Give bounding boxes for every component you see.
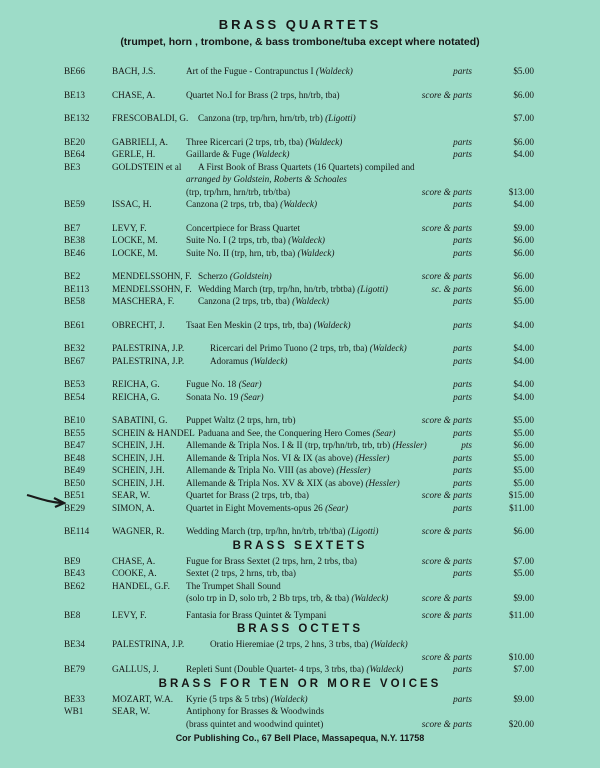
catalog-title bbox=[198, 283, 388, 296]
catalog-title-text: arranged by Goldstein, Roberts & Schoales bbox=[186, 174, 347, 184]
catalog-price: $4.00 bbox=[513, 379, 534, 389]
catalog-composer: LOCKE, M. bbox=[112, 247, 158, 258]
catalog-title bbox=[198, 161, 415, 174]
catalog-title bbox=[186, 65, 353, 78]
catalog-format: pts bbox=[461, 440, 472, 450]
catalog-price: $6.00 bbox=[513, 235, 534, 245]
catalog-price: $4.00 bbox=[513, 391, 534, 402]
catalog-editor: (Waldeck) bbox=[280, 199, 318, 209]
catalog-title bbox=[186, 89, 340, 102]
catalog-row bbox=[64, 705, 534, 718]
catalog-editor: (Waldeck) bbox=[351, 593, 389, 603]
catalog-price: $5.00 bbox=[513, 452, 534, 463]
catalog-editor: (Hessler) bbox=[336, 465, 371, 475]
catalog-composer: COOKE, A. bbox=[112, 568, 157, 578]
catalog-code: BE2 bbox=[64, 271, 81, 281]
catalog-price: $20.00 bbox=[508, 718, 534, 729]
catalog-editor: (Waldeck) bbox=[366, 664, 404, 674]
catalog-editor: (Sear) bbox=[325, 502, 349, 513]
catalog-editor: (Waldeck) bbox=[288, 235, 325, 245]
catalog-row bbox=[64, 427, 534, 440]
catalog-format: parts bbox=[453, 247, 472, 258]
catalog-price: $7.00 bbox=[513, 113, 534, 123]
catalog-row bbox=[64, 89, 534, 102]
catalog-row bbox=[64, 525, 534, 538]
catalog-price: $5.00 bbox=[513, 568, 534, 578]
catalog-row bbox=[64, 186, 534, 199]
catalog-composer: SCHEIN, J.H. bbox=[112, 452, 165, 463]
catalog-title-text: Suite No. II (trp, hrn, trb, tba) bbox=[186, 247, 296, 258]
catalog-code: BE79 bbox=[64, 664, 85, 674]
catalog-code: BE33 bbox=[64, 693, 85, 704]
catalog-title-text: Wedding March (trp, trp/hn, hn/trb, trb/tba) bbox=[186, 526, 346, 536]
catalog-row bbox=[64, 161, 534, 174]
catalog-title-text: Gaillarde & Fuge bbox=[186, 149, 251, 159]
catalog-title-text: Ricercari del Primo Tuono (2 trps, trb, tba) bbox=[210, 343, 368, 353]
catalog-row bbox=[64, 148, 534, 161]
catalog-code: BE59 bbox=[64, 199, 85, 209]
catalog-title-text: Canzona (trp, trp/hrn, hrn/trb, trb) bbox=[198, 113, 323, 123]
catalog-code: BE9 bbox=[64, 555, 81, 566]
catalog-code: BE29 bbox=[64, 502, 85, 513]
catalog-row bbox=[64, 477, 534, 490]
catalog-row bbox=[64, 355, 534, 368]
catalog-code: BE47 bbox=[64, 440, 85, 450]
catalog-code: BE3 bbox=[64, 161, 81, 172]
catalog-code: BE62 bbox=[64, 580, 85, 591]
catalog-format: parts bbox=[453, 427, 472, 438]
catalog-price: $7.00 bbox=[513, 664, 534, 674]
catalog-row bbox=[64, 378, 534, 391]
catalog-price: $6.00 bbox=[513, 526, 534, 536]
catalog-price: $7.00 bbox=[513, 555, 534, 566]
catalog-price: $9.00 bbox=[513, 222, 534, 233]
catalog-editor: (Ligotti) bbox=[347, 526, 379, 536]
catalog-title bbox=[186, 319, 351, 332]
catalog-price: $6.00 bbox=[513, 440, 534, 450]
catalog-list bbox=[64, 65, 534, 730]
catalog-title bbox=[210, 355, 287, 368]
catalog-price: $4.00 bbox=[513, 343, 534, 353]
catalog-row bbox=[64, 283, 534, 296]
catalog-format: score & parts bbox=[421, 609, 472, 620]
catalog-editor: (Waldeck) bbox=[313, 319, 351, 330]
catalog-title-text: Fugue for Brass Sextet (2 trps, hrn, 2 trbs, tba) bbox=[186, 555, 357, 566]
catalog-price: $5.00 bbox=[513, 66, 534, 76]
section-heading: BRASS OCTETS bbox=[236, 623, 364, 635]
catalog-title bbox=[198, 112, 356, 125]
catalog-title-text: Sonata No. 19 bbox=[186, 391, 239, 402]
catalog-code: BE32 bbox=[64, 343, 85, 353]
catalog-editor: (Hessler) bbox=[392, 440, 427, 450]
catalog-title bbox=[186, 247, 334, 260]
catalog-row bbox=[64, 65, 534, 78]
catalog-composer: FRESCOBALDI, G. bbox=[112, 113, 189, 123]
catalog-code: BE55 bbox=[64, 427, 85, 438]
catalog-row bbox=[64, 295, 534, 308]
catalog-row bbox=[64, 173, 534, 186]
catalog-composer: REICHA, G. bbox=[112, 391, 160, 402]
catalog-price: $5.00 bbox=[513, 415, 534, 425]
catalog-title bbox=[186, 592, 388, 605]
catalog-code: BE10 bbox=[64, 415, 85, 425]
catalog-title-text: Suite No. I (2 trps, trb, tba) bbox=[186, 235, 286, 245]
catalog-row bbox=[64, 452, 534, 465]
catalog-title-text: Allemande & Tripla Nos. XV & XIX (as above) bbox=[186, 477, 364, 488]
catalog-title bbox=[186, 555, 357, 568]
catalog-row bbox=[64, 489, 534, 502]
catalog-title-text: Quartet in Eight Movements-opus 26 bbox=[186, 502, 323, 513]
catalog-title bbox=[186, 705, 324, 718]
catalog-format: parts bbox=[453, 235, 472, 245]
catalog-row bbox=[64, 651, 534, 664]
catalog-code: BE13 bbox=[64, 89, 85, 100]
catalog-composer: OBRECHT, J. bbox=[112, 319, 165, 330]
catalog-title-text: Fugue No. 18 bbox=[186, 379, 237, 389]
catalog-price: $6.00 bbox=[513, 136, 534, 147]
catalog-composer: SABATINI, G. bbox=[112, 415, 168, 425]
catalog-price: $11.00 bbox=[509, 502, 534, 513]
catalog-title bbox=[198, 295, 329, 308]
catalog-format: sc. & parts bbox=[431, 283, 472, 294]
catalog-row bbox=[64, 439, 534, 452]
catalog-code: BE53 bbox=[64, 379, 85, 389]
catalog-code: BE132 bbox=[64, 113, 90, 123]
catalog-code: BE58 bbox=[64, 296, 85, 306]
catalog-code: BE113 bbox=[64, 283, 90, 294]
catalog-composer: SCHEIN, J.H. bbox=[112, 477, 165, 488]
catalog-title bbox=[186, 489, 309, 502]
catalog-format: parts bbox=[453, 693, 472, 704]
catalog-format: parts bbox=[453, 477, 472, 488]
catalog-editor: (Sear) bbox=[240, 391, 264, 402]
catalog-code: BE61 bbox=[64, 319, 85, 330]
catalog-price: $9.00 bbox=[513, 593, 534, 603]
catalog-title bbox=[186, 452, 389, 465]
catalog-format: score & parts bbox=[421, 89, 472, 100]
catalog-editor: (Waldeck) bbox=[252, 149, 290, 159]
catalog-composer: CHASE, A. bbox=[112, 555, 156, 566]
catalog-format: parts bbox=[453, 391, 472, 402]
catalog-format: score & parts bbox=[421, 555, 472, 566]
catalog-title-text: The Trumpet Shall Sound bbox=[186, 580, 281, 591]
catalog-format: parts bbox=[453, 66, 472, 76]
catalog-row bbox=[64, 222, 534, 235]
catalog-title bbox=[198, 270, 272, 283]
catalog-composer: SEAR, W. bbox=[112, 490, 151, 500]
catalog-row bbox=[64, 198, 534, 211]
catalog-composer: WAGNER, R. bbox=[112, 526, 165, 536]
catalog-code: BE64 bbox=[64, 149, 85, 159]
catalog-editor: (Sear) bbox=[372, 427, 396, 438]
catalog-editor: (Waldeck) bbox=[297, 247, 335, 258]
catalog-composer: GABRIELI, A. bbox=[112, 136, 168, 147]
catalog-title bbox=[186, 378, 262, 391]
catalog-title-text: Puppet Waltz (2 trps, hrn, trb) bbox=[186, 415, 296, 425]
catalog-composer: LEVY, F. bbox=[112, 222, 147, 233]
catalog-composer: BACH, J.S. bbox=[112, 66, 156, 76]
catalog-title-text: Sextet (2 trps, 2 hrns, trb, tba) bbox=[186, 568, 296, 578]
catalog-composer: MENDELSSOHN, F. bbox=[112, 271, 192, 281]
catalog-composer: MOZART, W.A. bbox=[112, 693, 174, 704]
catalog-code: BE43 bbox=[64, 568, 85, 578]
publisher-footer: Cor Publishing Co., 67 Bell Place, Massapequa, N.Y. 11758 bbox=[175, 733, 425, 743]
catalog-price: $6.00 bbox=[513, 271, 534, 281]
catalog-price: $6.00 bbox=[513, 283, 534, 294]
catalog-editor: (Waldeck) bbox=[292, 296, 330, 306]
catalog-title-text: Concertpiece for Brass Quartet bbox=[186, 222, 301, 233]
catalog-code: BE54 bbox=[64, 391, 85, 402]
catalog-row bbox=[64, 693, 534, 706]
catalog-title-text: Art of the Fugue - Contrapunctus I bbox=[186, 66, 314, 76]
catalog-title bbox=[186, 477, 400, 490]
catalog-format: parts bbox=[453, 465, 472, 475]
catalog-price: $11.00 bbox=[509, 609, 534, 620]
catalog-title bbox=[186, 198, 317, 211]
catalog-editor: (Ligotti) bbox=[357, 283, 388, 294]
catalog-title-text: Repleti Sunt (Double Quartet- 4 trps, 3 trbs, tba) bbox=[186, 664, 365, 674]
catalog-price: $5.00 bbox=[513, 296, 534, 306]
catalog-title-text: Canzona (2 trps, trb, tba) bbox=[198, 296, 290, 306]
catalog-title bbox=[198, 427, 396, 440]
catalog-title bbox=[186, 391, 264, 404]
catalog-title bbox=[186, 663, 403, 676]
catalog-editor: (Goldstein) bbox=[229, 271, 272, 281]
catalog-title-text: Three Ricercari (2 trps, trb, tba) bbox=[186, 136, 304, 147]
catalog-title bbox=[186, 173, 347, 186]
page-title: BRASS QUARTETS bbox=[218, 17, 382, 32]
catalog-format: parts bbox=[453, 319, 472, 330]
catalog-code: BE38 bbox=[64, 235, 85, 245]
catalog-format: parts bbox=[453, 502, 472, 513]
catalog-title-text: (solo trp in D, solo trb, 2 Bb trps, trb, & tba) bbox=[186, 593, 350, 603]
catalog-row bbox=[64, 234, 534, 247]
catalog-row bbox=[64, 663, 534, 676]
catalog-row bbox=[64, 567, 534, 580]
catalog-title bbox=[186, 567, 296, 580]
catalog-title-text: Canzona (2 trps, trb, tba) bbox=[186, 199, 278, 209]
catalog-price: $9.00 bbox=[513, 693, 534, 704]
catalog-title bbox=[186, 186, 290, 199]
catalog-composer: MENDELSSOHN, F. bbox=[112, 283, 192, 294]
catalog-title-text: Allemande & Tripla No. VIII (as above) bbox=[186, 465, 335, 475]
catalog-format: parts bbox=[453, 452, 472, 463]
catalog-row bbox=[64, 638, 534, 651]
section-heading: BRASS FOR TEN OR MORE VOICES bbox=[158, 677, 442, 690]
catalog-code: BE34 bbox=[64, 639, 85, 649]
catalog-title-text: (trp, trp/hrn, hrn/trb, trb/tba) bbox=[186, 186, 291, 197]
catalog-format: parts bbox=[453, 199, 472, 209]
catalog-row bbox=[64, 555, 534, 568]
catalog-title bbox=[186, 693, 308, 706]
catalog-editor: (Waldeck) bbox=[370, 639, 408, 649]
catalog-composer: LEVY, F. bbox=[112, 609, 147, 620]
catalog-title bbox=[186, 580, 281, 593]
catalog-code: BE51 bbox=[64, 490, 85, 500]
catalog-format: parts bbox=[453, 379, 472, 389]
catalog-title-text: Quartet No.I for Brass (2 trps, hn/trb, tba) bbox=[186, 89, 340, 100]
catalog-format: parts bbox=[453, 343, 472, 353]
catalog-price: $15.00 bbox=[508, 490, 534, 500]
catalog-row bbox=[64, 136, 534, 149]
catalog-title bbox=[186, 464, 371, 477]
catalog-code: WB1 bbox=[64, 706, 84, 716]
catalog-code: BE8 bbox=[64, 609, 81, 620]
catalog-composer: HANDEL, G.F. bbox=[112, 580, 170, 591]
catalog-title-text: Adoramus bbox=[210, 355, 249, 366]
catalog-editor: (Hessler) bbox=[355, 452, 390, 463]
catalog-composer: GALLUS, J. bbox=[112, 664, 159, 674]
catalog-format: score & parts bbox=[421, 718, 472, 729]
catalog-code: BE50 bbox=[64, 477, 85, 488]
catalog-composer: LOCKE, M. bbox=[112, 235, 158, 245]
catalog-editor: (Hessler) bbox=[365, 477, 400, 488]
catalog-row bbox=[64, 112, 534, 125]
catalog-composer: PALESTRINA, J.P. bbox=[112, 639, 185, 649]
catalog-title bbox=[210, 342, 407, 355]
catalog-row bbox=[64, 464, 534, 477]
catalog-format: score & parts bbox=[421, 271, 472, 281]
catalog-row bbox=[64, 342, 534, 355]
catalog-format: parts bbox=[453, 568, 472, 578]
section-heading: BRASS SEXTETS bbox=[232, 539, 368, 552]
catalog-code: BE114 bbox=[64, 526, 90, 536]
catalog-title-text: Allemande & Tripla Nos. I & II (trp, trp/hn/trb, trb, trb) bbox=[186, 440, 391, 450]
catalog-title-text: (brass quintet and woodwind quintet) bbox=[186, 718, 324, 729]
catalog-composer: PALESTRINA, J.P. bbox=[112, 355, 185, 366]
catalog-price: $4.00 bbox=[513, 319, 534, 330]
catalog-format: parts bbox=[453, 149, 472, 159]
catalog-price: $13.00 bbox=[508, 186, 534, 197]
catalog-composer: GERLE, H. bbox=[112, 149, 156, 159]
catalog-price: $5.00 bbox=[513, 477, 534, 488]
catalog-format: score & parts bbox=[421, 222, 472, 233]
catalog-title bbox=[186, 718, 323, 731]
catalog-title-text: A First Book of Brass Quartets (16 Quartets) compiled and bbox=[198, 161, 415, 172]
catalog-composer: MASCHERA, F. bbox=[112, 296, 175, 306]
catalog-composer: ISSAC, H. bbox=[112, 199, 152, 209]
catalog-title-text: Kyrie (5 trps & 5 trbs) bbox=[186, 693, 269, 704]
catalog-format: parts bbox=[453, 136, 472, 147]
catalog-code: BE7 bbox=[64, 222, 81, 233]
catalog-code: BE46 bbox=[64, 247, 85, 258]
catalog-title bbox=[186, 525, 378, 538]
catalog-composer: PALESTRINA, J.P. bbox=[112, 343, 185, 353]
catalog-price: $4.00 bbox=[513, 199, 534, 209]
catalog-title-text: Fantasia for Brass Quintet & Tympani bbox=[186, 609, 327, 620]
catalog-title bbox=[186, 439, 427, 452]
catalog-title-text: Tsaat Een Meskin (2 trps, trb, tba) bbox=[186, 319, 312, 330]
catalog-title-text: Allemande & Tripla Nos. VI & IX (as above) bbox=[186, 452, 353, 463]
catalog-title-text: Oratio Hieremiae (2 trps, 2 hns, 3 trbs, tba) bbox=[210, 639, 369, 649]
catalog-format: parts bbox=[453, 355, 472, 366]
catalog-title bbox=[186, 148, 290, 161]
catalog-title bbox=[186, 414, 296, 427]
catalog-title bbox=[186, 222, 300, 235]
catalog-composer: SIMON, A. bbox=[112, 502, 155, 513]
catalog-editor: (Sear) bbox=[238, 379, 262, 389]
catalog-title bbox=[186, 609, 326, 622]
catalog-row bbox=[64, 391, 534, 404]
catalog-title bbox=[186, 136, 342, 149]
catalog-code: BE49 bbox=[64, 465, 85, 475]
catalog-title bbox=[186, 234, 325, 247]
catalog-title-text: Scherzo bbox=[198, 271, 228, 281]
catalog-format: score & parts bbox=[421, 593, 472, 603]
catalog-format: score & parts bbox=[421, 526, 472, 536]
catalog-editor: (Waldeck) bbox=[369, 343, 407, 353]
catalog-composer: SCHEIN & HANDEL bbox=[112, 427, 195, 438]
catalog-format: score & parts bbox=[421, 651, 472, 662]
catalog-price: $6.00 bbox=[513, 89, 534, 100]
catalog-composer: REICHA, G. bbox=[112, 379, 160, 389]
catalog-format: parts bbox=[453, 296, 472, 306]
catalog-row bbox=[64, 247, 534, 260]
catalog-editor: (Ligotti) bbox=[325, 113, 356, 123]
catalog-price: $10.00 bbox=[508, 651, 534, 662]
page-subtitle: (trumpet, horn , trombone, & bass trombone/tuba except where notated) bbox=[120, 36, 480, 48]
catalog-title bbox=[186, 502, 348, 515]
catalog-composer: SCHEIN, J.H. bbox=[112, 465, 165, 475]
catalog-code: BE66 bbox=[64, 66, 85, 76]
catalog-title-text: Wedding March (trp, trp/hn, hn/trb, trbtba) bbox=[198, 283, 355, 294]
catalog-price: $5.00 bbox=[513, 427, 534, 438]
catalog-row bbox=[64, 592, 534, 605]
catalog-price: $6.00 bbox=[513, 247, 534, 258]
catalog-row bbox=[64, 319, 534, 332]
catalog-code: BE20 bbox=[64, 136, 85, 147]
catalog-format: parts bbox=[453, 664, 472, 674]
catalog-row bbox=[64, 718, 534, 731]
catalog-price: $4.00 bbox=[513, 355, 534, 366]
catalog-price: $5.00 bbox=[513, 465, 534, 475]
catalog-title bbox=[210, 638, 408, 651]
catalog-title-text: Antiphony for Brasses & Woodwinds bbox=[186, 706, 324, 716]
catalog-row bbox=[64, 502, 534, 515]
catalog-code: BE48 bbox=[64, 452, 85, 463]
catalog-row bbox=[64, 270, 534, 283]
catalog-price: $4.00 bbox=[513, 149, 534, 159]
catalog-row bbox=[64, 580, 534, 593]
catalog-format: score & parts bbox=[421, 490, 472, 500]
catalog-row bbox=[64, 414, 534, 427]
catalog-code: BE67 bbox=[64, 355, 85, 366]
catalog-composer: GOLDSTEIN et al bbox=[112, 161, 182, 172]
catalog-composer: SEAR, W. bbox=[112, 706, 151, 716]
catalog-title-text: Quartet for Brass (2 trps, trb, tba) bbox=[186, 490, 309, 500]
catalog-editor: (Waldeck) bbox=[250, 355, 288, 366]
catalog-title-text: Paduana and See, the Conquering Hero Comes bbox=[198, 427, 371, 438]
catalog-editor: (Waldeck) bbox=[305, 136, 343, 147]
arrow-pointer-icon bbox=[26, 492, 66, 512]
catalog-format: score & parts bbox=[421, 415, 472, 425]
catalog-editor: (Waldeck) bbox=[270, 693, 308, 704]
catalog-row bbox=[64, 609, 534, 622]
catalog-format: score & parts bbox=[421, 186, 472, 197]
catalog-composer: SCHEIN, J.H. bbox=[112, 440, 165, 450]
catalog-editor: (Waldeck) bbox=[315, 66, 353, 76]
catalog-composer: CHASE, A. bbox=[112, 89, 156, 100]
